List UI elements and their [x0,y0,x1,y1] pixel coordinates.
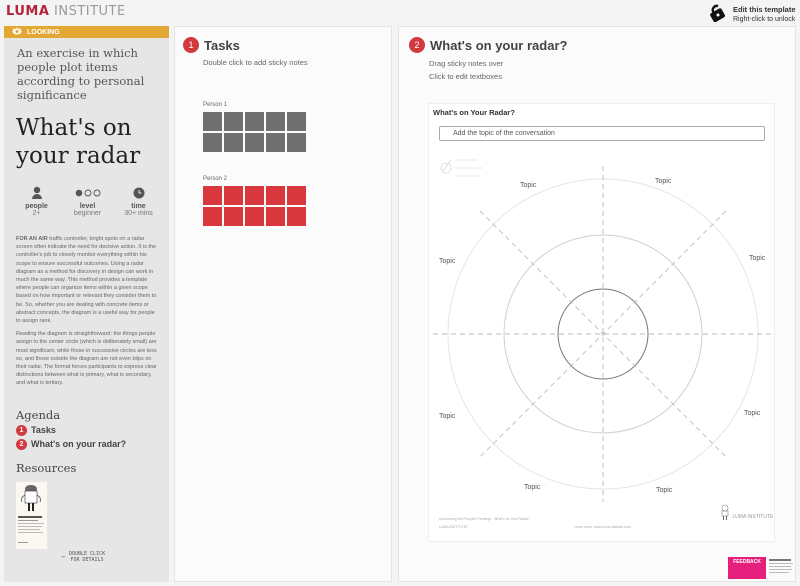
agenda-item-label: Tasks [31,425,56,436]
sticky-note[interactable] [266,207,285,226]
worksheet-title: What's on Your Radar? [433,108,515,117]
description-paragraph-2: Reading the diagram is straightforward: the things people assign to the center circle (which is deliberately small) are most significant, while those in successive circles are less so, and those outside the diagram are not even blips on their radar. The format forces participants to express clear distinctions between what is primary, what is secondary, and what is tertiary. [16,331,157,387]
sticky-note[interactable] [203,112,222,131]
radar-title: What's on your radar? [430,37,568,53]
stat-level [67,186,108,217]
mascot-icon [719,504,731,520]
radar-worksheet[interactable] [428,103,775,542]
topic-label-5[interactable]: Topic [439,413,456,420]
worksheet-footer-logo [719,504,773,520]
sticky-note[interactable] [245,133,264,152]
stat-value: 2+ [32,210,41,217]
sticky-note[interactable] [245,186,264,205]
tag-label: LOOKING [27,28,60,36]
topic-label-4[interactable]: Topic [749,255,766,262]
lock-subtitle: Right-click to unlock [733,15,796,23]
resource-card-thumbnail[interactable] [16,482,47,549]
sticky-note[interactable] [224,207,243,226]
sidebar [4,26,169,582]
radar-diagram [429,104,776,543]
footer-logo-text: LUMA INSTITUTE [732,514,774,520]
person-icon [31,186,43,200]
feedback-widget[interactable] [728,557,794,579]
feedback-banner: FEEDBACK [728,557,766,579]
worksheet-footer-title: Uncovering the People's Feelings · What's on Your Radar? [439,517,531,521]
tasks-title: Tasks [204,37,240,53]
sticky-note[interactable] [266,112,285,131]
description-lead: FOR AN AIR [16,236,48,242]
stat-label: people [25,203,48,210]
resource-hint [62,551,106,563]
logo-rest: INSTITUTE [49,4,126,19]
topic-label-1[interactable]: Topic [520,182,537,189]
level-dots-icon [75,186,101,200]
radar-panel-header [409,37,567,53]
arrow-left-icon: ⟵ [62,554,66,560]
sticky-note[interactable] [224,133,243,152]
sticky-note[interactable] [224,186,243,205]
description-text: traffic controller, bright spots on a radar screen often indicate the need for decisive action. It is the controller's job to closely monitor everything within his scope to ensure successful outcomes. Using a radar diagram as a method for discovery in design can work in much the same way. This method provides a template where people can organize items within a given scope based on how important or relevant they consider them to be. So, whether you are dealing with concrete items or abstract concepts, the diagram is a useful way for people to assign rank. [16,236,157,325]
sticky-note[interactable] [245,112,264,131]
eye-icon [12,27,22,37]
radar-instruction-1: Drag sticky notes over [429,59,504,68]
clock-icon [133,186,145,200]
sticky-note[interactable] [287,186,306,205]
stat-label: level [79,203,96,210]
logo-brand: LUMA [6,4,50,19]
person-2-label: Person 2 [203,176,228,182]
sticky-note[interactable] [266,186,285,205]
sticky-note[interactable] [266,133,285,152]
sticky-note[interactable] [287,207,306,226]
person-1-sticky-notes [203,112,306,152]
method-stats [4,170,169,217]
step-number-badge: 2 [409,37,425,53]
method-intro: An exercise in which people plot items according to personal significance [17,46,145,102]
topic-label-2[interactable]: Topic [655,178,672,185]
stat-value: 30+ mins [124,210,153,217]
sticky-note[interactable] [287,112,306,131]
looking-tag [4,26,169,38]
resource-illustration-icon [16,482,47,549]
agenda-number-badge: 1 [16,425,27,436]
resources-heading: Resources [16,460,77,475]
agenda-item-radar[interactable] [4,439,169,450]
worksheet-footer-org: LUMA INSTITUTE [439,525,468,529]
topic-label-7[interactable]: Topic [524,484,541,491]
topic-label-8[interactable]: Topic [656,487,673,494]
agenda-heading: Agenda [16,407,61,422]
radar-instruction-2: Click to edit textboxes [429,72,502,81]
sticky-note[interactable] [203,207,222,226]
luma-logo [6,4,126,19]
step-number-badge: 1 [183,37,199,53]
worksheet-footer-link: Learn more: www.luma-institute.com [574,525,631,529]
agenda-item-label: What's on your radar? [31,439,127,450]
topic-input[interactable]: Add the topic of the conversation [439,126,765,141]
description-paragraph-1 [4,235,169,325]
person-2-sticky-notes [203,186,306,226]
topic-label-6[interactable]: Topic [744,410,761,417]
tasks-panel-header [183,37,240,53]
pencil-legend-icon [441,160,483,176]
edit-template-lock[interactable] [708,2,800,26]
sticky-note[interactable] [224,112,243,131]
stat-label: time [131,203,146,210]
sticky-note[interactable] [245,207,264,226]
sticky-note[interactable] [203,133,222,152]
stat-value: beginner [73,210,102,217]
tasks-panel[interactable] [174,26,392,582]
topic-label-3[interactable]: Topic [439,258,456,265]
resource-hint-text: DOUBLE CLICK FOR DETAILS [68,551,106,563]
lock-title: Edit this template [733,4,796,14]
stat-time [118,186,159,217]
feedback-text [769,557,793,579]
sticky-note[interactable] [203,186,222,205]
method-title: What's on your radar [16,115,141,169]
tasks-instruction: Double click to add sticky notes [203,58,308,67]
agenda-item-tasks[interactable] [4,425,169,436]
sticky-note[interactable] [287,133,306,152]
person-1-label: Person 1 [203,102,228,108]
lock-icon [708,2,728,27]
agenda-number-badge: 2 [16,439,27,450]
stat-people [16,186,57,217]
